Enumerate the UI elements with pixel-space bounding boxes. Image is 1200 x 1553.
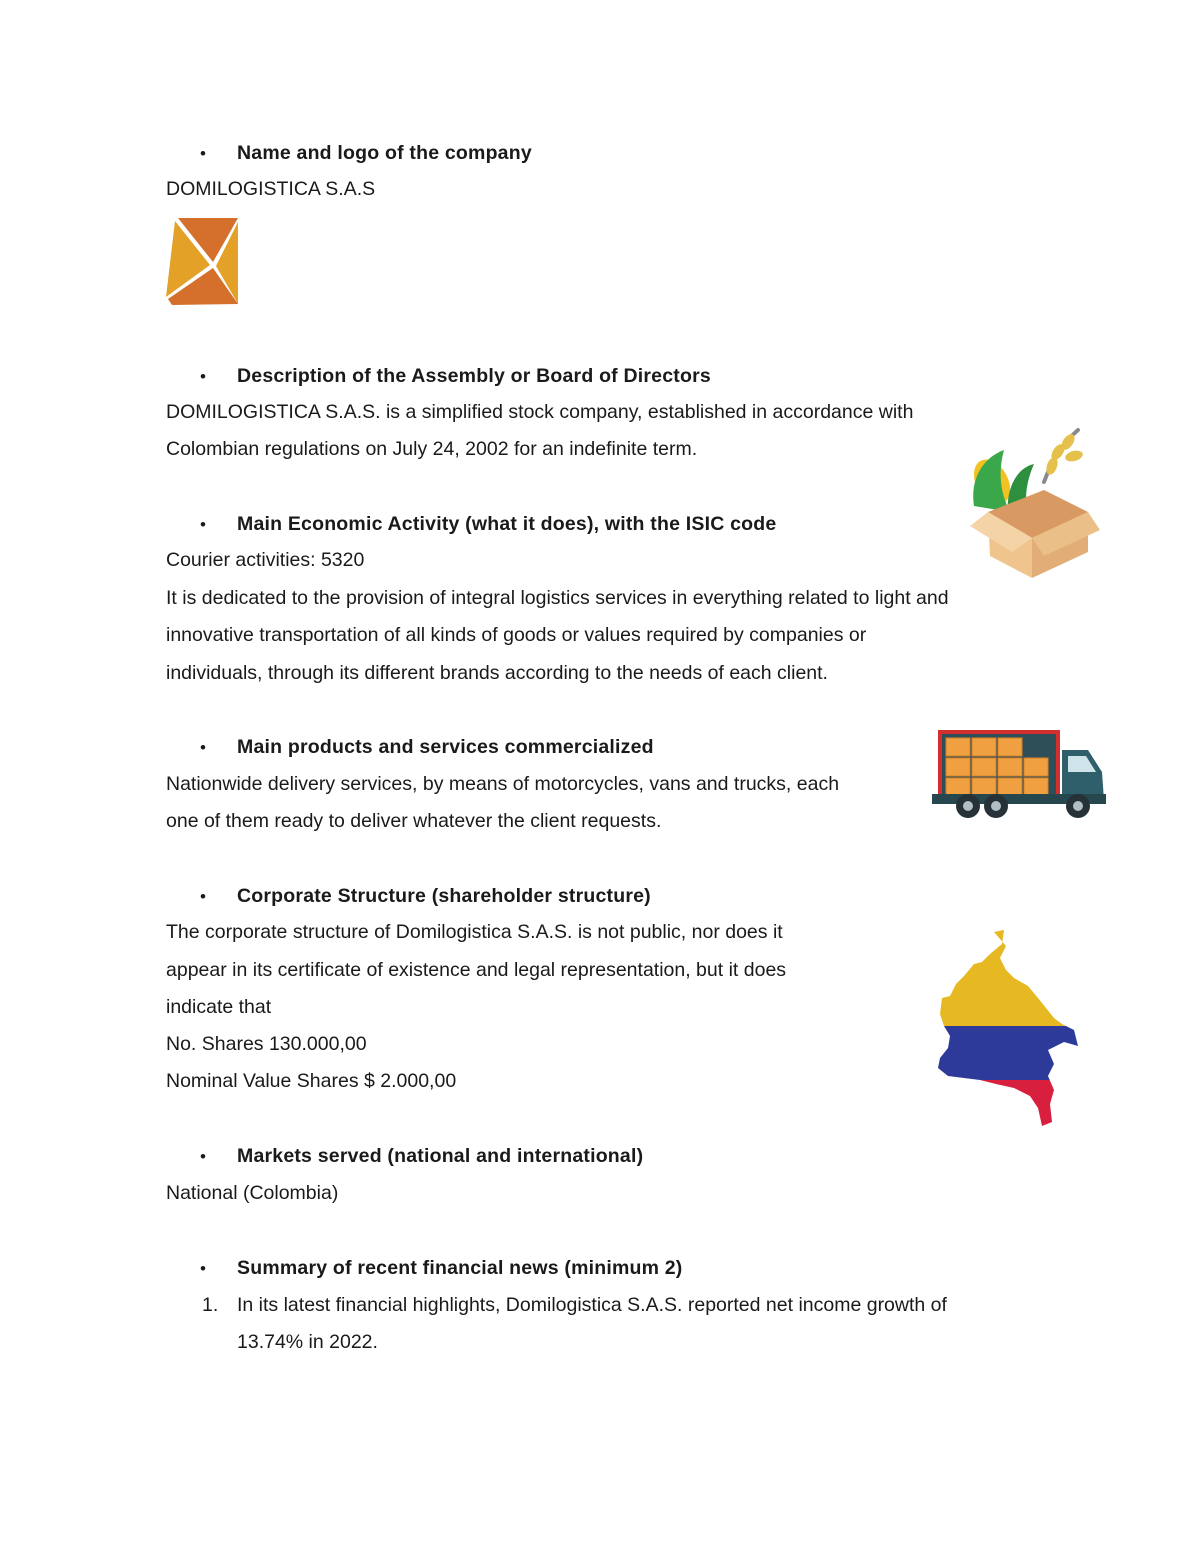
bullet: •	[200, 1259, 206, 1278]
section-heading-products: Main products and services commercialized	[237, 736, 654, 758]
paragraph-line: appear in its certificate of existence and legal representation, but it does	[166, 959, 787, 981]
markets-value: National (Colombia)	[166, 1182, 339, 1204]
isic-code-line: Courier activities: 5320	[166, 549, 365, 571]
bullet: •	[200, 144, 206, 163]
list-item-line: In its latest financial highlights, Domilogistica S.A.S. reported net income growth of	[237, 1294, 947, 1316]
section-heading-activity: Main Economic Activity (what it does), with the ISIC code	[237, 513, 777, 535]
section-heading-name-logo: Name and logo of the company	[237, 142, 532, 164]
paragraph-line: one of them ready to deliver whatever the client requests.	[166, 810, 662, 832]
shares-count: No. Shares 130.000,00	[166, 1033, 367, 1055]
paragraph-line: individuals, through its different brands according to the needs of each client.	[166, 662, 828, 684]
paragraph-line: Colombian regulations on July 24, 2002 for an indefinite term.	[166, 438, 698, 460]
section-heading-news: Summary of recent financial news (minimum 2)	[237, 1257, 683, 1279]
paragraph-line: innovative transportation of all kinds of goods or values required by companies or	[166, 624, 867, 646]
delivery-truck-icon	[930, 726, 1108, 826]
bullet: •	[200, 738, 206, 757]
list-marker: 1.	[202, 1294, 219, 1316]
list-item-line: 13.74% in 2022.	[237, 1331, 378, 1353]
bullet: •	[200, 515, 206, 534]
colombia-map-icon	[934, 926, 1084, 1131]
company-name: DOMILOGISTICA S.A.S	[166, 178, 376, 200]
paragraph-line: Nationwide delivery services, by means of motorcycles, vans and trucks, each	[166, 773, 840, 795]
nominal-value: Nominal Value Shares $ 2.000,00	[166, 1070, 457, 1092]
bullet: •	[200, 367, 206, 386]
paragraph-line: The corporate structure of Domilogistica S.A.S. is not public, nor does it	[166, 921, 783, 943]
bullet: •	[200, 1147, 206, 1166]
section-heading-structure: Corporate Structure (shareholder structure)	[237, 885, 651, 907]
paragraph-line: indicate that	[166, 996, 272, 1018]
section-heading-board: Description of the Assembly or Board of Directors	[237, 365, 711, 387]
section-heading-markets: Markets served (national and international)	[237, 1145, 644, 1167]
paragraph-line: DOMILOGISTICA S.A.S. is a simplified stock company, established in accordance with	[166, 401, 914, 423]
company-logo	[164, 218, 240, 308]
bullet: •	[200, 887, 206, 906]
paragraph-line: It is dedicated to the provision of integral logistics services in everything related to light and	[166, 587, 949, 609]
harvest-box-icon	[960, 420, 1100, 580]
